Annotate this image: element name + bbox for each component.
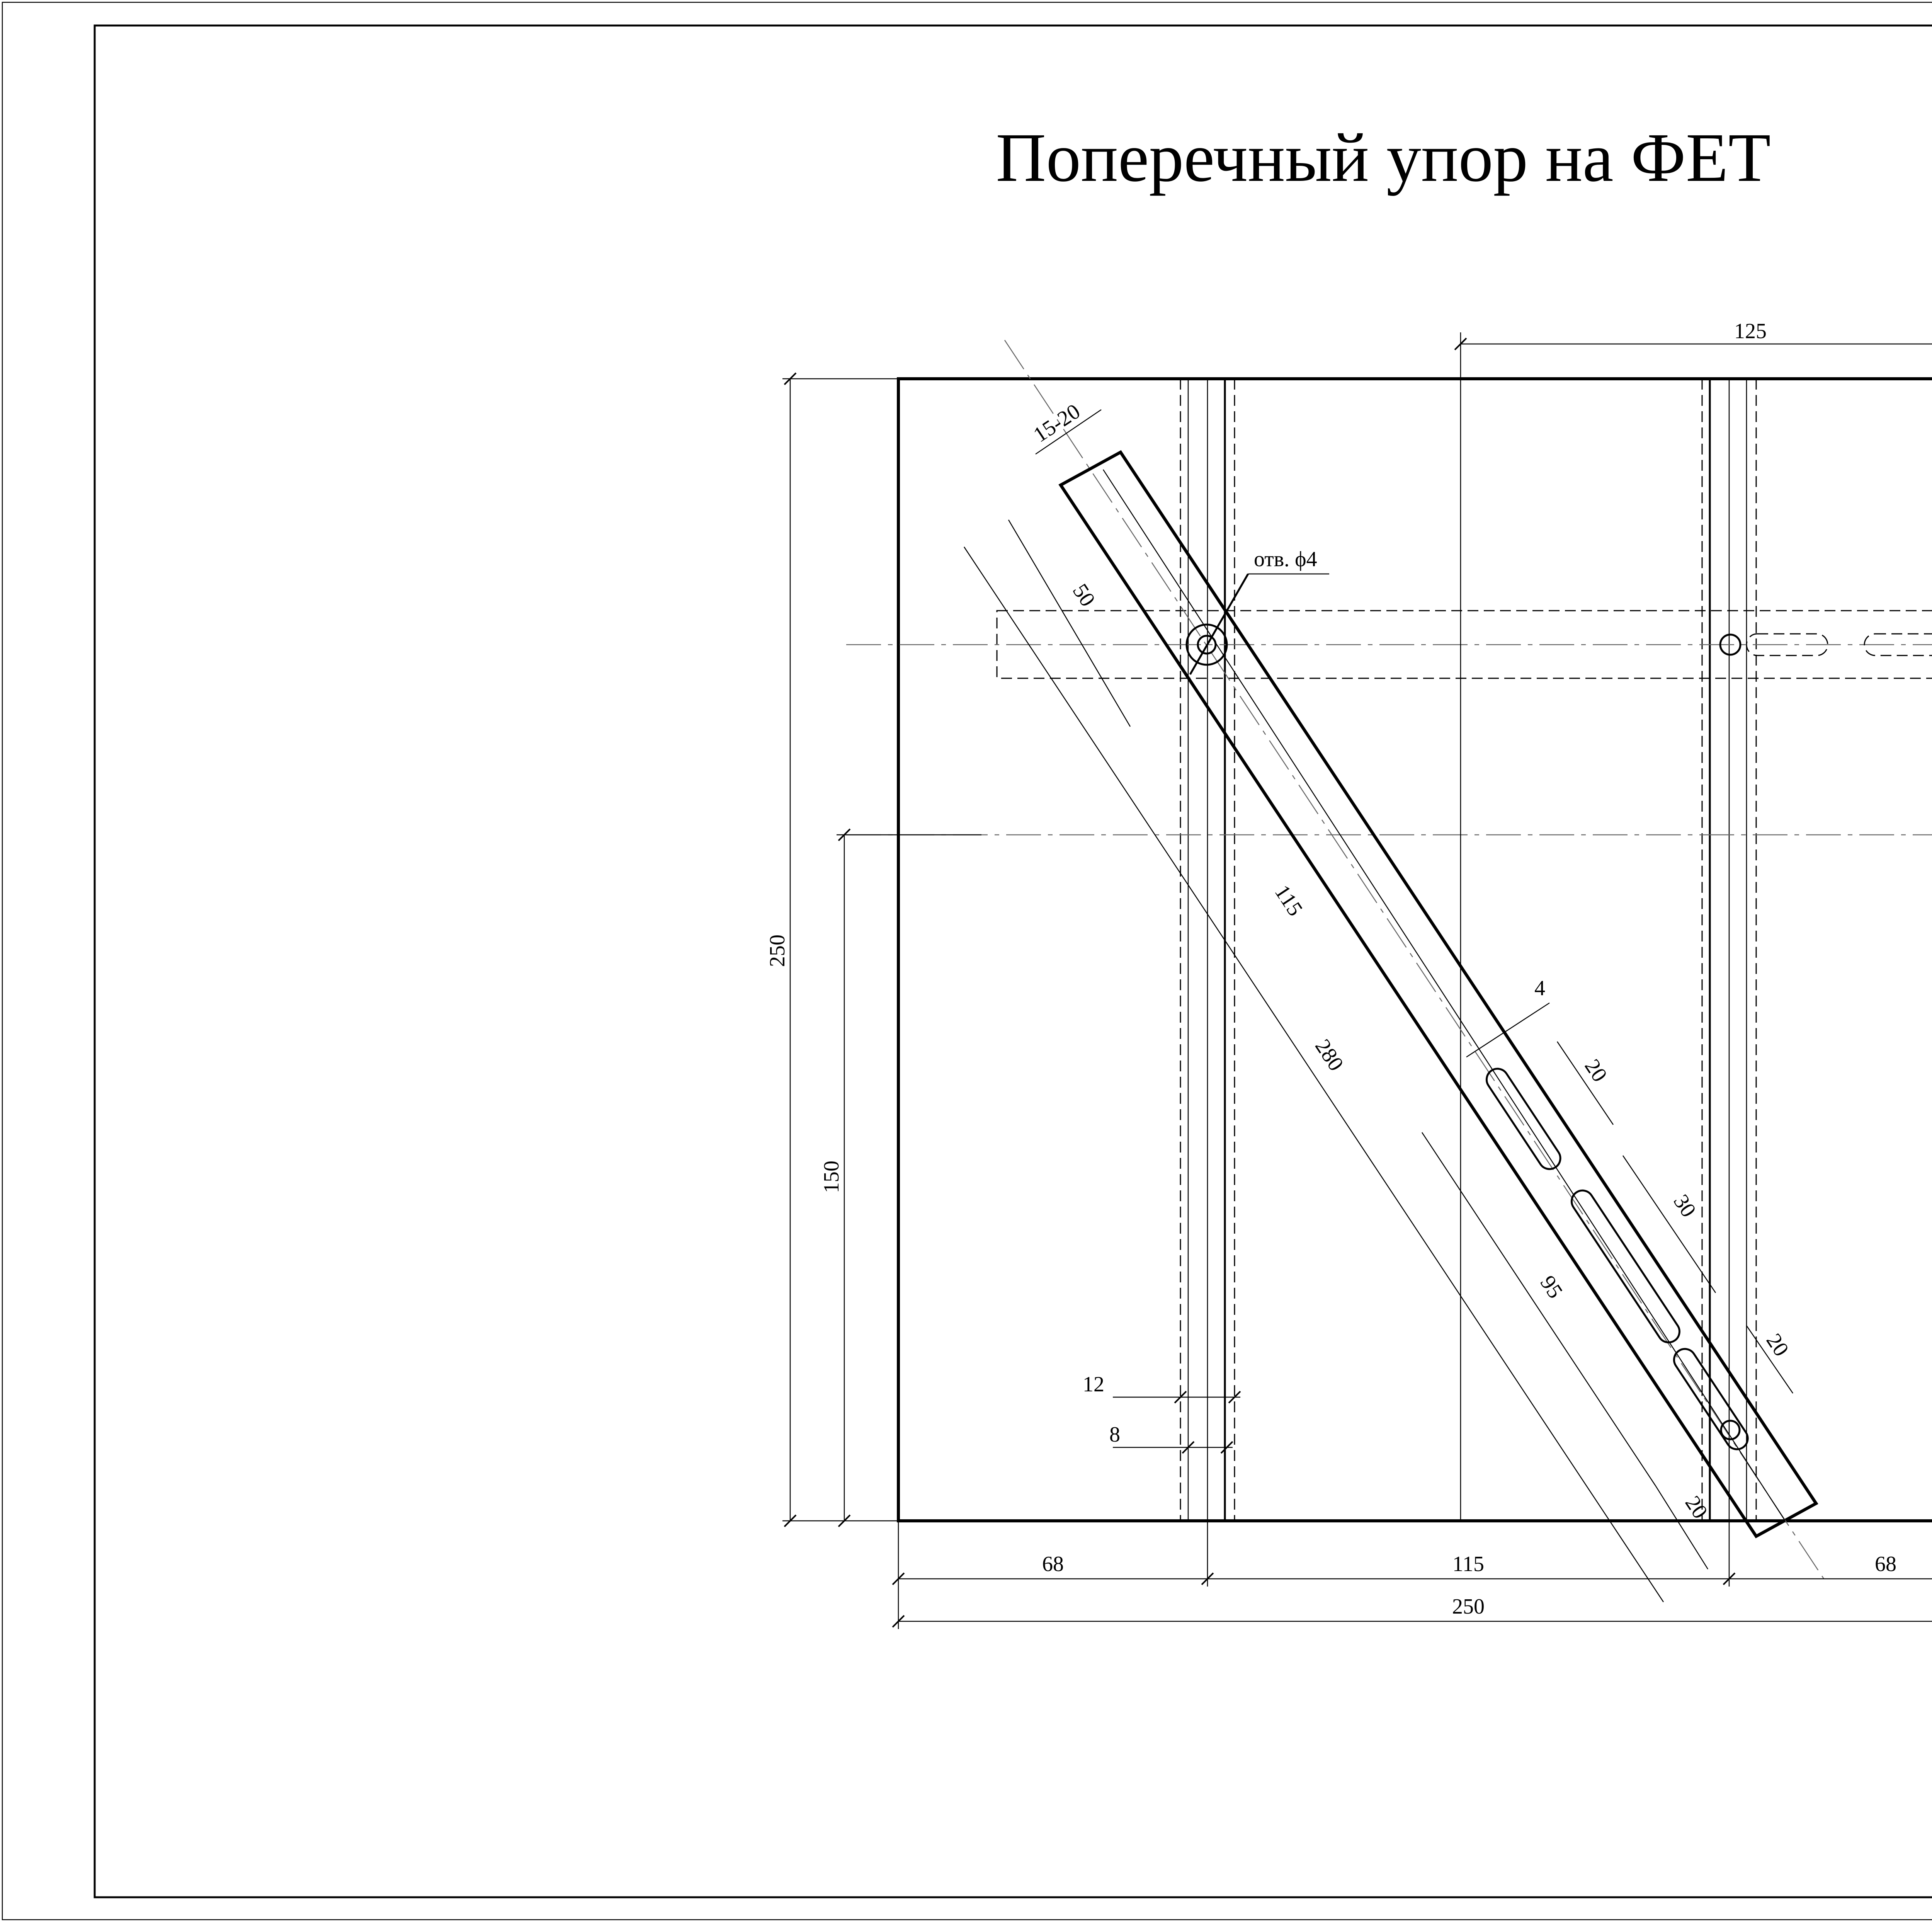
dim-20-end-label: 20 (1680, 1491, 1713, 1523)
dim-68-left-label: 68 (1042, 1552, 1064, 1576)
dim-50-label: 50 (1068, 579, 1100, 611)
sheet-outer-border (2, 2, 1932, 1920)
dim-250-bottom (893, 1616, 1932, 1627)
dim-115-bottom-label: 115 (1452, 1552, 1484, 1576)
hidden-guide-rail (846, 611, 1932, 678)
drawing-frame (95, 26, 1932, 1897)
dim-115-bar-label: 115 (1270, 880, 1308, 921)
bar-axis-line (1005, 340, 1824, 1579)
slot-20 (1483, 1065, 1565, 1173)
dim-150-left-label: 150 (820, 1161, 844, 1193)
dim-groove-12-label: 12 (1083, 1372, 1104, 1396)
dim-250-bottom-label: 250 (1452, 1595, 1485, 1619)
dim-groove-8-label: 8 (1109, 1423, 1120, 1447)
dim-95-label: 95 (1535, 1271, 1568, 1303)
dim-groove-8 (1113, 1442, 1233, 1453)
dim-slot-30-label: 30 (1668, 1190, 1701, 1222)
dim-groove-12 (1113, 1391, 1240, 1403)
dim-slot-20a-label: 20 (1580, 1055, 1612, 1086)
dim-125-top (1455, 332, 1932, 379)
dim-150-left (837, 829, 981, 1527)
left-groove (1180, 379, 1235, 1521)
dim-68-right-label: 68 (1875, 1552, 1896, 1576)
slot-30 (1568, 1187, 1684, 1347)
dim-15-20-label: 15-20 (1029, 399, 1085, 447)
drawing-title: Поперечный упор на ФЕТ (996, 119, 1771, 196)
dim-250-left (782, 373, 898, 1527)
dim-slot-20b-label: 20 (1761, 1329, 1794, 1361)
dim-slot-4-label: 4 (1534, 976, 1545, 1000)
slot-20-lower (1670, 1345, 1752, 1454)
dim-125-label: 125 (1734, 319, 1767, 343)
dim-280-label: 280 (1310, 1035, 1349, 1076)
right-groove (1702, 379, 1756, 1521)
dim-250-left-label: 250 (765, 935, 789, 967)
hole-label: отв. ϕ4 (1254, 547, 1317, 571)
diagonal-stop-bar (1005, 340, 1824, 1579)
